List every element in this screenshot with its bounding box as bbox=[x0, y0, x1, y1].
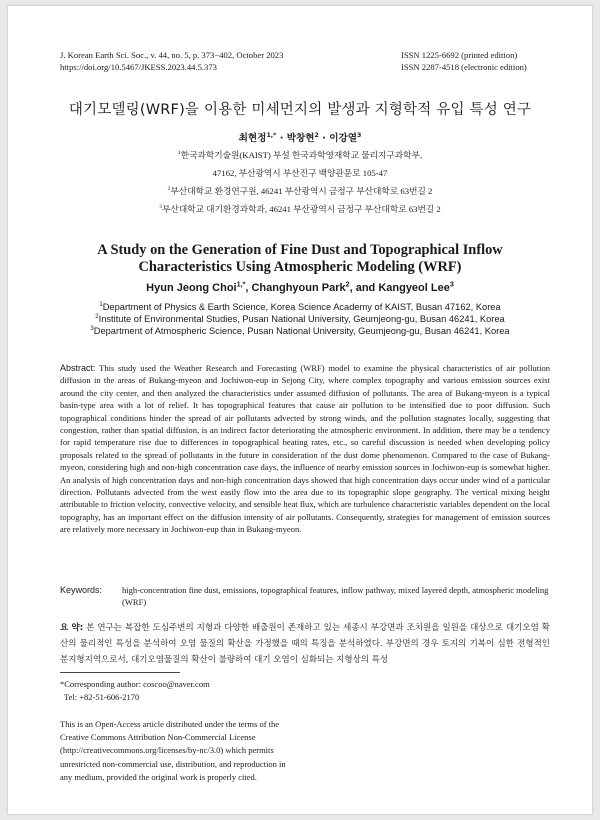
korean-affiliation bbox=[8, 203, 592, 216]
open-access-notice: This is an Open-Access article distributed under the terms of the Creative Commons Attribution Non-Commercial License (http://creativecommons.org/licenses/by-nc/3.0) which permits unrestricted non-commercial use, distribution, and reproduction in any medium, provided the original work is properly cited. bbox=[60, 719, 286, 782]
paper-page bbox=[8, 6, 592, 814]
issn-electronic: ISSN 2287-4518 (electronic edition) bbox=[401, 61, 527, 72]
corresponding-author: *Corresponding author: coscoo@naver.com bbox=[60, 679, 210, 689]
affiliation-sup: 1 bbox=[177, 150, 181, 157]
keywords-text: high-concentration fine dust, emissions, topographical features, inflow pathway, mixed layered depth, atmospheric modeling (WRF) bbox=[122, 585, 549, 608]
correspondence bbox=[60, 678, 210, 704]
journal-citation: J. Korean Earth Sci. Soc., v. 44, no. 5, p. 373−402, October 2023 bbox=[60, 50, 284, 60]
author-sup: 2 bbox=[345, 280, 350, 289]
footnote-divider bbox=[60, 672, 180, 673]
korean-affiliation bbox=[8, 167, 592, 180]
author-separator: · bbox=[318, 133, 330, 144]
korean-authors bbox=[8, 130, 592, 144]
author-name: Hyun Jeong Choi bbox=[146, 282, 237, 294]
journal-header bbox=[60, 50, 283, 73]
affiliation-text: 부산대학교 환경연구원, 46241 부산광역시 금정구 부산대학로 63번길 2 bbox=[170, 186, 433, 196]
korean-abstract-text: 본 연구는 복잡한 도심주변의 지형과 다양한 배출원이 존재하고 있는 세종시 부강면과 조치원읍 일원을 대상으로 대기오염 확산의 물리적인 특성을 분석하여 오염 물질의 확산을 가정했을 때의 특징을 분석하였다. 부강면의 경우 토지의 기복이 심한 전형적인 분지형지역으로서, 대기오염물질의 확산이 불량하여 대기 오염이 심화되는 지형상의 특성 bbox=[60, 623, 551, 665]
english-affiliation bbox=[58, 326, 542, 338]
keywords-label: Keywords: bbox=[60, 585, 103, 595]
telephone: Tel: +82-51-606-2170 bbox=[64, 692, 140, 702]
author-name: , Changhyoun Park bbox=[245, 282, 346, 294]
author-name: 이강열 bbox=[329, 133, 358, 144]
keywords bbox=[60, 584, 550, 609]
affiliation-text: 부산대학교 대기환경과학과, 46241 부산광역시 금정구 부산대학로 63번길 2 bbox=[162, 204, 441, 214]
affiliation-sup: 2 bbox=[167, 186, 171, 193]
affiliation-sup: 2 bbox=[95, 313, 99, 320]
author-sup: 1,* bbox=[266, 131, 277, 139]
korean-abstract bbox=[60, 620, 550, 668]
korean-affiliation bbox=[8, 185, 592, 198]
korean-affiliation bbox=[8, 149, 592, 162]
issn-block bbox=[401, 50, 527, 73]
affiliation-sup: 1 bbox=[99, 301, 103, 308]
affiliation-sup: 3 bbox=[90, 325, 94, 332]
english-title-line: Characteristics Using Atmospheric Modeling (WRF) bbox=[138, 259, 462, 275]
author-sup: 1,* bbox=[236, 280, 246, 289]
doi-link[interactable]: https://doi.org/10.5467/JKESS.2023.44.5.373 bbox=[60, 61, 217, 72]
author-sup: 3 bbox=[449, 280, 454, 289]
author-name: , and Kangyeol Lee bbox=[349, 282, 450, 294]
affiliation-text: Department of Physics & Earth Science, Korea Science Academy of KAIST, Busan 47162, Korea bbox=[102, 302, 501, 312]
author-sup: 3 bbox=[357, 131, 362, 139]
abstract-text: This study used the Weather Research and Forecasting (WRF) model to examine the physical characteristics of air pollution diffusion in the areas of Bukang-myeon and Jochiwon-eup in Sejong City, where complex topography and various emission sources exist around the city center, and then analyzed the characteristics under assumed diffusion of pollutants. The area of Bukang-myeon is a typical basin-type area with a lot of relief. It has topographical features that cause air pollution to be intensified due to poor diffusion. Such topographical conditions hinder the spread of air pollutants advected by strong winds, and the pollution stagnates locally, suggesting that congestion, rather than spatial diffusion, is an indirect factor deteriorating the atmospheric environment. In addition, there may be a tendency for rapid temperature rise due to differences in topographical heating rates, etc., so careful discussion is needed when developing policy proposals related to the spread of pollutants in the future in consideration of the dust dome phenomenon. Compared to the case of Bukang-myeon, considering high and non-high concentration case days, the influence of nearby emission sources in Jochiwon-eup is somewhat higher. An analysis of high concentration days and non-high concentration days showed that high concentration days occur under wind of a particular direction. Pollutants advected from the west easily flow into the area due to its topographic slope geography. The vertical mixing height attributable to friction velocity, convective velocity, and sensible heat flux, which are turbulence characteristic variables dependent on the local topography, has an important effect on the diffusion intensity of air pollutants. Consequently, strategies for management of emission sources are relatively more necessary in Jochiwon-eup than in Bukang-myeon. bbox=[60, 363, 551, 535]
affiliation-text: 한국과학기술원(KAIST) 부설 한국과학영재학교 물리지구과학부, bbox=[180, 150, 423, 160]
korean-title: 대기모델링(WRF)을 이용한 미세먼지의 발생과 지형학적 유입 특성 연구 bbox=[68, 102, 532, 118]
issn-print: ISSN 1225-6692 (printed edition) bbox=[401, 50, 518, 60]
english-title bbox=[38, 242, 562, 276]
author-separator: · bbox=[276, 133, 287, 144]
english-affiliation bbox=[58, 314, 542, 326]
affiliation-text: Department of Atmospheric Science, Pusan National University, Geumjeong-gu, Busan 46241, Korea bbox=[93, 326, 510, 336]
author-name: 최현정 bbox=[238, 133, 267, 144]
author-sup: 2 bbox=[314, 131, 319, 139]
author-name: 박창현 bbox=[286, 133, 315, 144]
affiliation-text: Institute of Environmental Studies, Pusan National University, Geumjeong-gu, Busan 46241, Korea bbox=[98, 314, 505, 324]
affiliation-sup: 3 bbox=[159, 204, 163, 211]
english-affiliation bbox=[58, 302, 542, 314]
affiliation-text: 47162, 부산광역시 부산진구 백양관문로 105-47 bbox=[212, 168, 388, 178]
abstract bbox=[60, 362, 550, 536]
abstract-label: Abstract: bbox=[60, 363, 96, 373]
korean-abstract-label: 요 약: bbox=[60, 623, 84, 633]
english-authors bbox=[8, 282, 592, 294]
english-title-line: A Study on the Generation of Fine Dust and Topographical Inflow bbox=[97, 242, 503, 258]
